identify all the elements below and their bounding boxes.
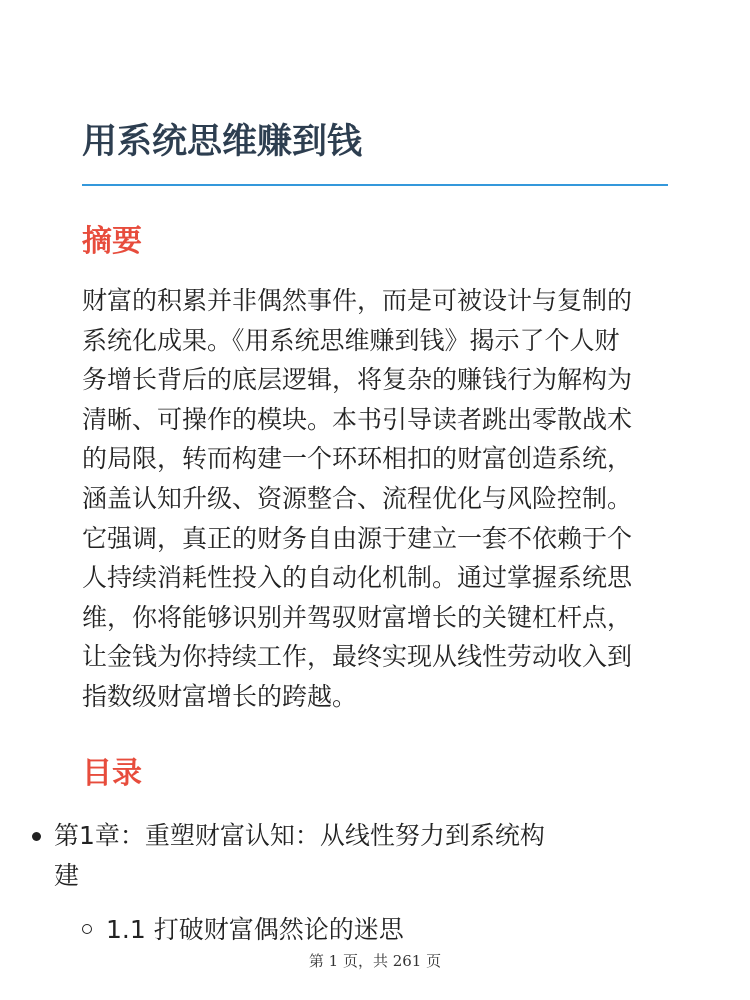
abstract-line: 人持续消耗性投入的自动化机制。通过掌握系统思	[82, 563, 633, 593]
toc-chapter-line: 第1章：重塑财富认知：从线性努力到系统构	[54, 821, 545, 850]
toc-heading: 目录	[82, 756, 142, 791]
abstract-heading: 摘要	[82, 224, 142, 259]
page-number-footer: 第 1 页，共 261 页	[308, 952, 442, 970]
bullet-circle-icon	[82, 924, 92, 934]
abstract-line: 涵盖认知升级、资源整合、流程优化与风险控制。	[82, 483, 633, 513]
abstract-line: 它强调，真正的财务自由源于建立一套不依赖于个	[82, 523, 633, 553]
abstract-line: 的局限，转而构建一个环环相扣的财富创造系统，	[82, 444, 633, 474]
toc-chapter-1[interactable]	[28, 816, 568, 896]
toc-section-1-1[interactable]	[82, 910, 404, 950]
abstract-line: 清晰、可操作的模块。本书引导读者跳出零散战术	[82, 404, 633, 434]
abstract-line: 维，你将能够识别并驾驭财富增长的关键杠杆点，	[82, 602, 633, 632]
abstract-line: 财富的积累并非偶然事件，而是可被设计与复制的	[82, 286, 633, 315]
abstract-line: 让金钱为你持续工作，最终实现从线性劳动收入到	[82, 642, 633, 672]
abstract-line: 指数级财富增长的跨越。	[82, 681, 358, 711]
bullet-disc-icon	[32, 832, 41, 841]
toc-chapter-line: 建	[54, 861, 80, 890]
abstract-paragraph	[82, 281, 668, 717]
document-title: 用系统思维赚到钱	[82, 122, 363, 162]
title-divider	[82, 184, 668, 186]
abstract-line: 系统化成果。《用系统思维赚到钱》揭示了个人财	[82, 325, 620, 355]
abstract-line: 务增长背后的底层逻辑，将复杂的赚钱行为解构为	[82, 365, 633, 395]
toc-section-label: 1.1 打破财富偶然论的迷思	[106, 915, 404, 944]
